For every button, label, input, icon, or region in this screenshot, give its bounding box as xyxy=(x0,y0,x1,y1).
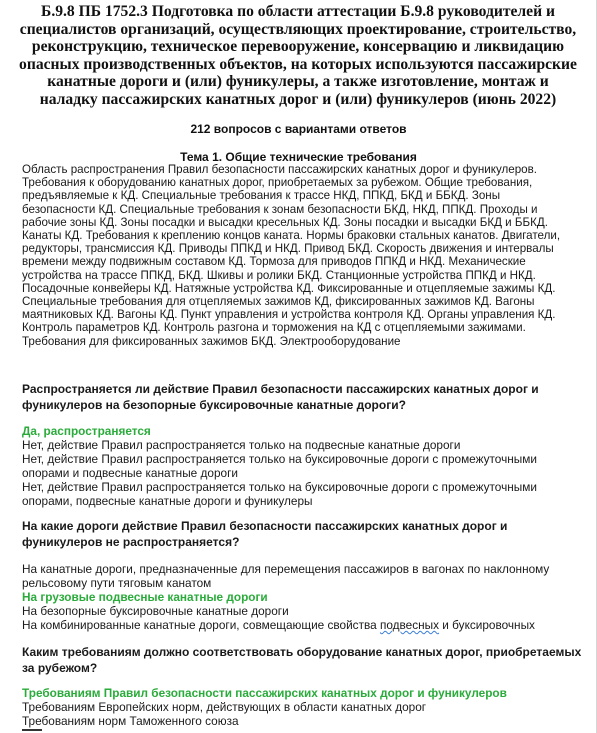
question-1: Распространяется ли действие Правил безопасности пассажирских канатных дорог и фуникулеров на безопорные буксировочные канатные дороги? xyxy=(22,382,539,412)
topic-scope-text: Область распространения Правил безопасности пассажирских канатных дорог и фуникулеров. Требования к оборудованию канатных дорог, приобретаемых за рубежом. Общие требования, предъявляемые к КД. Специальные требования к трассе НКД, ППКД, БКД и ББКД. Зоны безопасности КД. Специальные требования к зонам безопасности БКД, НКД, ППКД. Проходы и рабочие зоны КД. Зоны посадки и высадки кресельных КД. Зоны посадки и высадки БКД и ББКД. Канаты КД. Требования к креплению концов каната. Нормы браковки стальных канатов. Двигатели, редукторы, трансмиссия КД. Приводы ППКД и НКД. Привод БКД. Скорость движения и интервалы времени между подвижным составом КД. Тормоза для приводов ППКД и НКД. Механические устройства на трассе ППКД, БКД. Шкивы и ролики БКД. Станционные устройства ППКД и НКД. Посадочные конвейеры КД. Натяжные устройства КД. Фиксированные и отцепляемые зажимы КД. Специальные требования для отцепляемых зажимов КД, фиксированных зажимов КД. Вагоны маятниковых КД. Вагоны КД. Пункт управления и устройства контроля КД. Органы управления КД. Контроль параметров КД. Контроль разгона и торможения на КД с отцепляемыми зажимами. Требования для фиксированных зажимов БКД. Электрооборудование xyxy=(22,163,561,348)
topic-heading: Тема 1. Общие технические требования xyxy=(180,150,417,164)
answer-1-1-correct: Да, распространяется xyxy=(22,424,151,438)
question-3: Каким требованиям должно соответствовать оборудование канатных дорог, приобретаемых за рубежом? xyxy=(22,645,582,675)
answer-3-2: Требованиям Европейских норм, действующих в области канатных дорог xyxy=(22,700,427,714)
answer-1-3: Нет, действие Правил распространяется только на буксировочные дороги с промежуточными опорами и подвесные канатные дороги xyxy=(22,452,537,480)
document-title: Б.9.8 ПБ 1752.3 Подготовка по области аттестации Б.9.8 руководителей и специалистов организаций, осуществляющих проектирование, строительство, реконструкцию, техническое перевооружение, консервацию и ликвидацию опасных производственных объектов, на которых используются пассажирские канатные дороги и (или) фуникулеры, а также изготовление, монтаж и наладку пассажирских канатных дорог и (или) фуникулеров (июнь 2022) xyxy=(19,3,577,108)
answer-1-2: Нет, действие Правил распространяется только на подвесные канатные дороги xyxy=(22,438,461,452)
spellcheck-marked-word: подвесных xyxy=(379,618,440,632)
answer-2-3: На безопорные буксировочные канатные дороги xyxy=(22,604,289,618)
answer-2-4 xyxy=(22,619,582,633)
cut-off-text-line xyxy=(22,729,46,733)
answer-1-4: Нет, действие Правил распространяется только на буксировочные дороги с промежуточными опорами, подвесные канатные дороги и фуникулеры xyxy=(22,480,537,508)
answer-3-1-correct: Требованиям Правил безопасности пассажирских канатных дорог и фуникулеров xyxy=(22,686,507,700)
answer-2-1: На канатные дороги, предназначенные для перемещения пассажиров в вагонах по наклонному рельсовому пути тяговым канатом xyxy=(22,562,550,590)
answer-3-3: Требованиям норм Таможенного союза xyxy=(22,714,239,728)
answer-2-4-text-after: и буксировочных xyxy=(439,618,535,632)
question-2: На какие дороги действие Правил безопасности пассажирских канатных дорог и фуникулеров не распространяется? xyxy=(22,519,508,549)
answer-2-4-text-before: На комбинированные канатные дороги, совмещающие свойства xyxy=(22,618,380,632)
answer-2-2-correct: На грузовые подвесные канатные дороги xyxy=(22,590,268,604)
question-count-subtitle: 212 вопросов с вариантами ответов xyxy=(190,122,407,136)
